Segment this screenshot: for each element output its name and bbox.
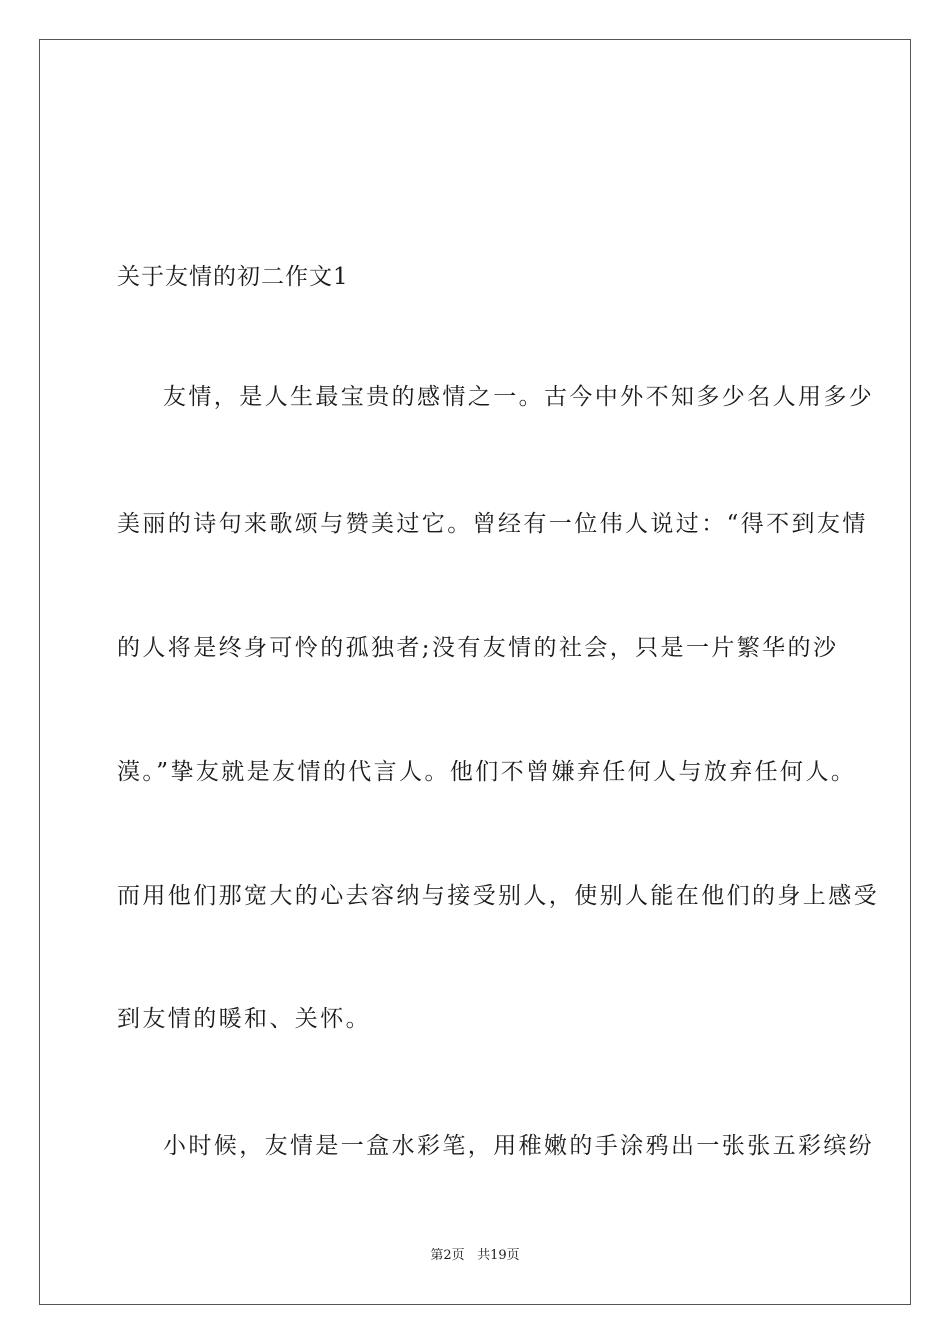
- paragraph-line: 小时候，友情是一盒水彩笔，用稚嫩的手涂鸦出一张张五彩缤纷: [163, 1133, 875, 1159]
- paragraph-line: 友情，是人生最宝贵的感情之一。古今中外不知多少名人用多少: [163, 384, 875, 410]
- paragraph-line: 到友情的暖和、关怀。: [117, 1006, 371, 1032]
- page-number: 第2页: [430, 1248, 465, 1263]
- paragraph-line: 美丽的诗句来歌颂与赞美过它。曾经有一位伟人说过：“得不到友情: [117, 511, 868, 537]
- page-total: 共19页: [477, 1248, 520, 1263]
- page-footer: [0, 1247, 950, 1265]
- paragraph-line: 而用他们那宽大的心去容纳与接受别人，使别人能在他们的身上感受: [117, 883, 879, 909]
- document-title: 关于友情的初二作文1: [117, 264, 349, 290]
- paragraph-line: 的人将是终身可怜的孤独者;没有友情的社会，只是一片繁华的沙: [117, 635, 839, 661]
- page-border: [39, 39, 911, 1305]
- paragraph-line: 漠。”挚友就是友情的代言人。他们不曾嫌弃任何人与放弃任何人。: [117, 759, 857, 785]
